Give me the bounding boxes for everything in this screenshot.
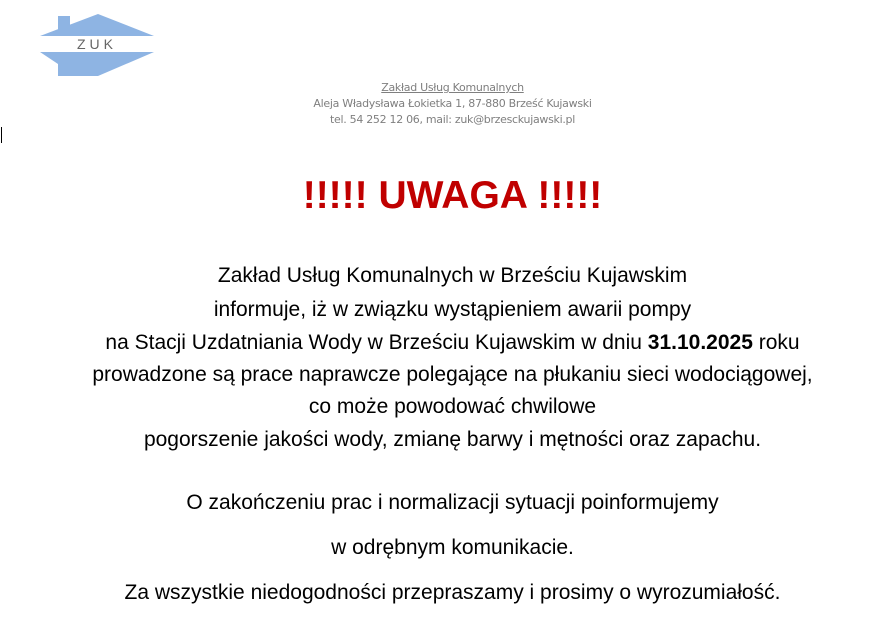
body-text: na Stacji Uzdatniania Wody w Brześciu Kujawskim w dniu [105, 331, 648, 354]
zuk-logo [40, 14, 154, 76]
body-line: pogorszenie jakości wody, zmianę barwy i mętności oraz zapachu. [143, 428, 762, 451]
body-line: prowadzone są prace naprawcze polegające na płukaniu sieci wodociągowej, [92, 363, 813, 386]
header-address: Aleja Władysława Łokietka 1, 87-880 Brześć Kujawski [313, 97, 592, 110]
body-line: Zakład Usług Komunalnych w Brześciu Kujawskim [217, 264, 688, 287]
body-line: O zakończeniu prac i normalizacji sytuacji poinformujemy [186, 491, 719, 514]
text-cursor [1, 127, 2, 143]
body-line: co może powodować chwilowe [308, 395, 597, 418]
body-line: w odrębnym komunikacie. [331, 536, 574, 559]
svg-text:ZUK: ZUK [77, 36, 117, 52]
body-text: roku [752, 331, 800, 354]
notice-title: !!!!! UWAGA !!!!! [302, 174, 603, 217]
body-line: Za wszystkie niedogodności przepraszamy i prosimy o wyrozumiałość. [124, 581, 781, 604]
header-contact: tel. 54 252 12 06, mail: zuk@brzesckujawski.pl [329, 113, 575, 126]
header-company-name: Zakład Usług Komunalnych [381, 81, 524, 94]
date: 31.10.2025 [647, 331, 753, 354]
body-line: informuje, iż w związku wystąpieniem awarii pompy [213, 298, 692, 321]
body-line [0, 331, 883, 355]
